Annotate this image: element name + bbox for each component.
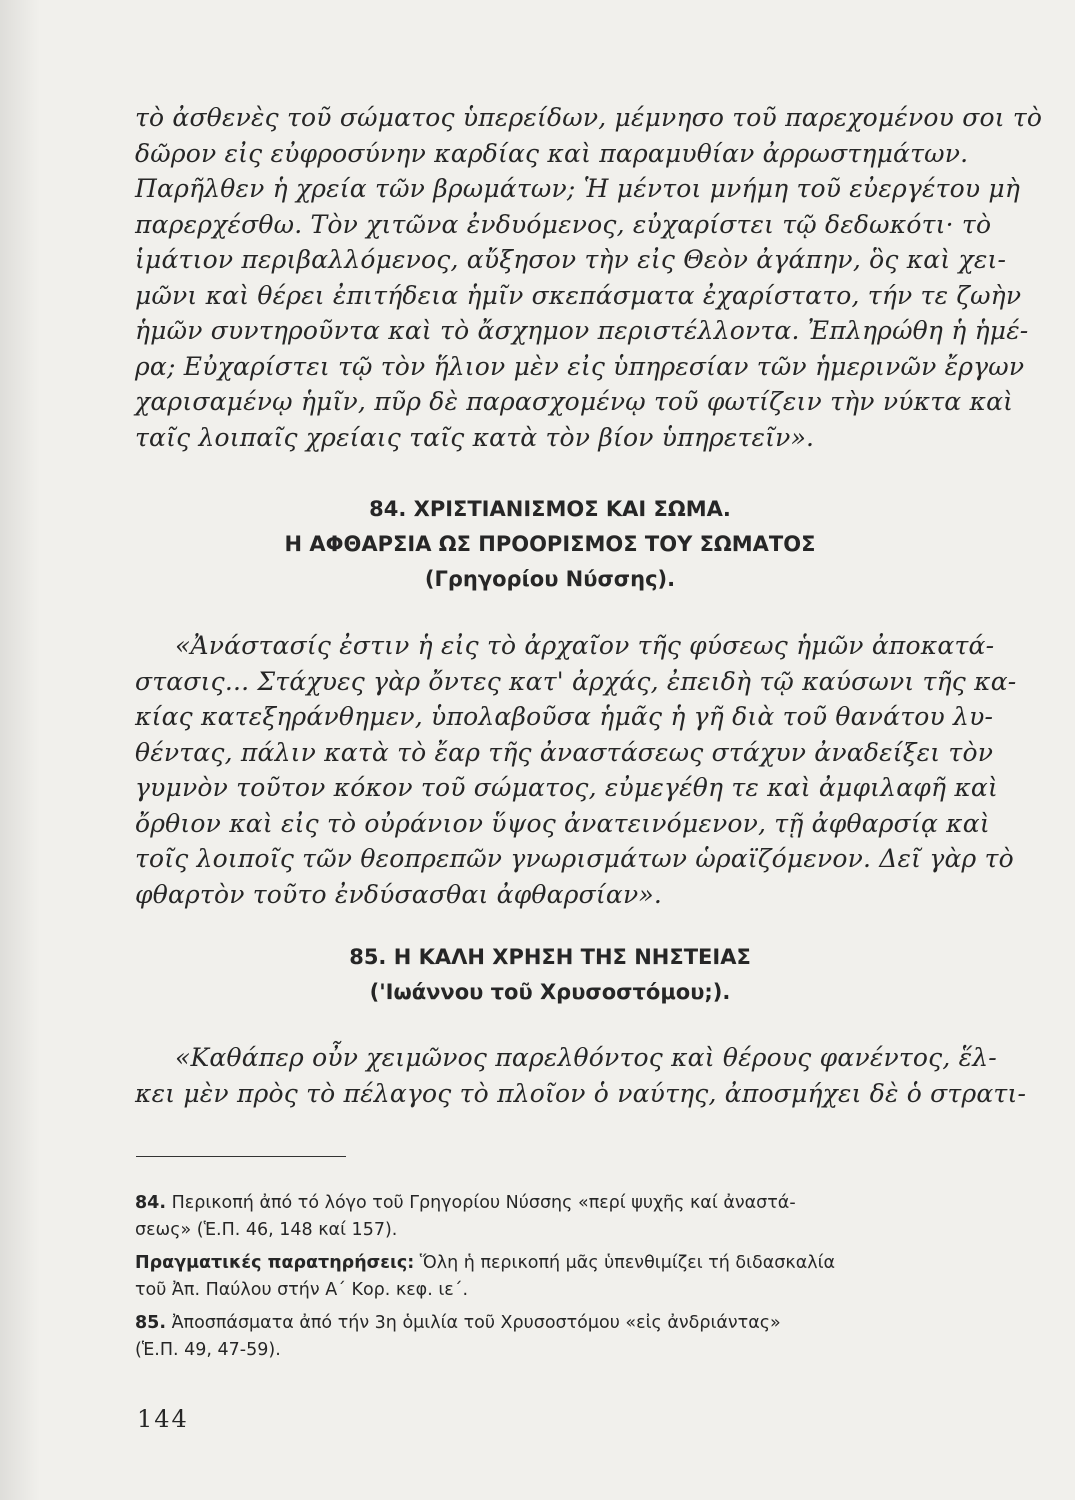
footnote-text: (Ἑ.Π. 49, 47-59).: [135, 1340, 281, 1360]
text-line: «Ἀνάστασίς ἐστιν ἡ εἰς τὸ ἀρχαῖον τῆς φύσεως ἡμῶν ἀποκατά-: [175, 631, 995, 660]
heading-line: (Γρηγορίου Νύσσης).: [424, 567, 676, 591]
footnote-text: Ἀποσπάσματα ἀπό τήν 3η ὁμιλία τοῦ Χρυσοστόμου «εἰς ἀνδριάντας»: [166, 1313, 781, 1333]
footnote-text: Περικοπή ἀπό τό λόγο τοῦ Γρηγορίου Νύσσης «περί ψυχῆς καί ἀναστά-: [171, 1193, 796, 1213]
footnote-text: Ὅλη ἡ περικοπή μᾶς ὑπενθιμίζει τή διδασκαλία: [414, 1253, 836, 1273]
text-line: μῶνι καὶ θέρει ἐπιτήδεια ἡμῖν σκεπάσματα ἐχαρίστατο, τήν τε ζωὴν: [135, 280, 1022, 310]
text-line: ταῖς λοιπαῖς χρείαις ταῖς κατὰ τὸν βίον ὑπηρετεῖν».: [135, 422, 815, 452]
text-line: τοῖς λοιποῖς τῶν θεοπρεπῶν γνωρισμάτων ὡραϊζόμενον. Δεῖ γὰρ τὸ: [135, 844, 1014, 873]
text-line: στασις... Στάχυες γὰρ ὄντες κατ' ἀρχάς, ἐπειδὴ τῷ καύσωνι τῆς κα-: [135, 666, 1017, 696]
text-line: κει μὲν πρὸς τὸ πέλαγος τὸ πλοῖον ὁ ναύτης, ἀποσμήχει δὲ ὁ στρατι-: [135, 1078, 1027, 1108]
footnote-84: [135, 1190, 965, 1244]
text-line: θέντας, πάλιν κατὰ τὸ ἔαρ τῆς ἀναστάσεως στάχυν ἀναδείξει τὸν: [135, 737, 994, 767]
heading-line: 84. ΧΡΙΣΤΙΑΝΙΣΜΟΣ ΚΑΙ ΣΩΜΑ.: [369, 497, 731, 521]
passage-continuation: [135, 100, 1043, 455]
text-line: παρερχέσθω. Τὸν χιτῶνα ἐνδυόμενος, εὐχαρίστει τῷ δεδωκότι· τὸ: [135, 209, 992, 239]
section-85-heading: [135, 940, 965, 1010]
text-line: χαρισαμένῳ ἡμῖν, πῦρ δὲ παρασχομένῳ τοῦ φωτίζειν τὴν νύκτα καὶ: [135, 387, 1014, 416]
section-84-quote: [135, 628, 1017, 912]
text-line: δῶρον εἰς εὐφροσύνην καρδίας καὶ παραμυθίαν ἀρρωστημάτων.: [135, 138, 969, 168]
text-line: κίας κατεξηράνθημεν, ὑπολαβοῦσα ἡμᾶς ἡ γῆ διὰ τοῦ θανάτου λυ-: [135, 702, 994, 731]
text-line: ρα; Εὐχαρίστει τῷ τὸν ἥλιον μὲν εἰς ὑπηρεσίαν τῶν ἡμερινῶν ἔργων: [135, 351, 1025, 381]
remarks-label: Πραγματικές παρατηρήσεις:: [135, 1253, 415, 1273]
text-line: γυμνὸν τοῦτον κόκον τοῦ σώματος, εὐμεγέθη τε καὶ ἀμφιλαφῆ καὶ: [135, 773, 999, 802]
heading-line: Η ΑΦΘΑΡΣΙΑ ΩΣ ΠΡΟΟΡΙΣΜΟΣ ΤΟΥ ΣΩΜΑΤΟΣ: [284, 532, 816, 556]
section-85-quote: [135, 1040, 1027, 1111]
text-line: ἡμῶν συντηροῦντα καὶ τὸ ἄσχημον περιστέλλοντα. Ἐπληρώθη ἡ ἡμέ-: [135, 316, 1029, 345]
heading-line: 85. Η ΚΑΛΗ ΧΡΗΣΗ ΤΗΣ ΝΗΣΤΕΙΑΣ: [349, 945, 751, 969]
footnote-85: [135, 1310, 965, 1364]
footnotes: [135, 1190, 965, 1370]
text-line: τὸ ἀσθενὲς τοῦ σώματος ὑπερείδων, μέμνησο τοῦ παρεχομένου σοι τὸ: [135, 103, 1043, 132]
heading-line: ('Ιωάννου τοῦ Χρυσοστόμου;).: [369, 980, 731, 1004]
footnote-number: 85.: [135, 1313, 167, 1333]
scan-edge-shadow: [0, 0, 40, 1500]
footnote-number: 84.: [135, 1193, 167, 1213]
section-84-heading: [135, 492, 965, 597]
footnote-text: τοῦ Ἀπ. Παύλου στήν Α΄ Κορ. κεφ. ιε΄.: [135, 1280, 469, 1300]
text-line: φθαρτὸν τοῦτο ἐνδύσασθαι ἀφθαρσίαν».: [135, 879, 663, 909]
text-line: «Καθάπερ οὖν χειμῶνος παρελθόντος καὶ θέρους φανέντος, ἕλ-: [175, 1043, 997, 1072]
text-line: ἱμάτιον περιβαλλόμενος, αὔξησον τὴν εἰς Θεὸν ἀγάπην, ὃς καὶ χει-: [135, 245, 1007, 274]
footnote-remarks: [135, 1250, 965, 1304]
text-line: Παρῆλθεν ἡ χρεία τῶν βρωμάτων; Ἡ μέντοι μνήμη τοῦ εὐεργέτου μὴ: [135, 174, 1021, 203]
footnote-text: σεως» (Ἑ.Π. 46, 148 καί 157).: [135, 1220, 398, 1240]
footnote-divider: [136, 1156, 346, 1157]
page-number: 144: [137, 1405, 189, 1433]
text-line: ὄρθιον καὶ εἰς τὸ οὐράνιον ὕψος ἀνατεινόμενον, τῇ ἀφθαρσίᾳ καὶ: [135, 808, 990, 838]
